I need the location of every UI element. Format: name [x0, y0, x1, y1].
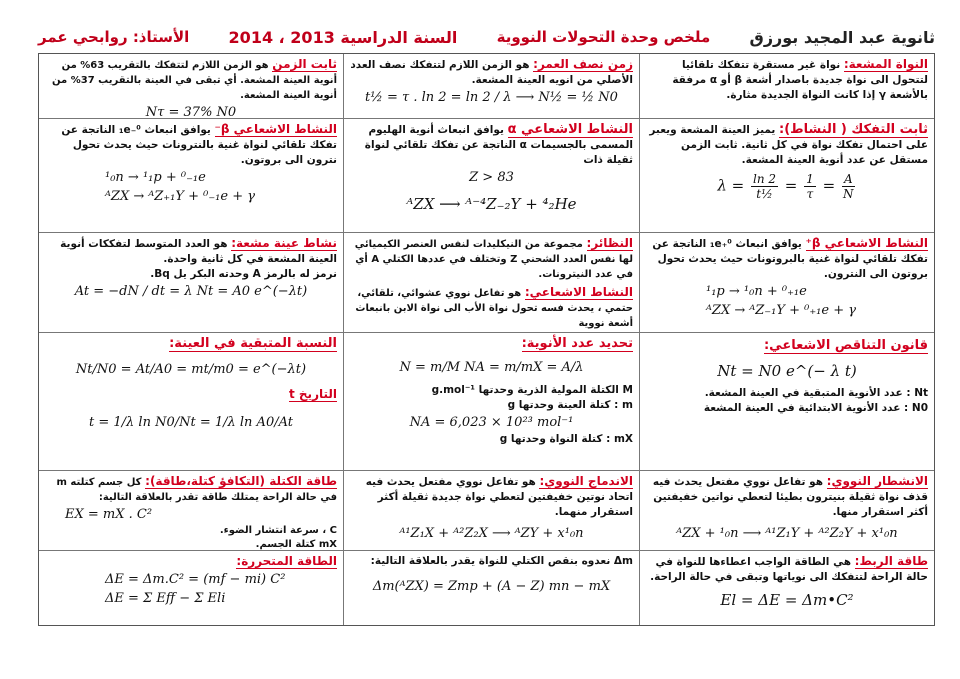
- cell-title: الاندماج النووي:: [539, 474, 633, 488]
- cell-text: mX : كتلة النواة وحدتها g: [499, 433, 633, 445]
- cell-title: قانون التناقص الاشعاعي:: [763, 338, 928, 353]
- cell-title: نشاط عينة مشعة:: [231, 236, 337, 250]
- dating-equation: t = 1/λ ln N0/Nt = 1/λ ln A0/At: [89, 415, 293, 430]
- cell-title: الطاقة المتحررة:: [236, 554, 337, 568]
- beta-plus-equation-2: ᴬZX → ᴬZ₋₁Y + ⁰₊₁e + γ: [706, 303, 857, 318]
- nuclei-equation: N = m/M NA = m/mX = A/λ: [399, 360, 584, 375]
- cell-text: هو تفاعل نووي مفتعل يحدث فيه قذف نواة ثقيلة بنيترون بطيئا لتعطي نواتين خفيفتين أكثر استقرار منها.: [652, 476, 928, 518]
- cell-title: زمن نصف العمر:: [533, 57, 633, 71]
- cell-text: هو العدد المتوسط لتفككات أنوية العينة المشعة في كل ثانية واحدة.: [60, 238, 337, 265]
- cell-text: mX كتلة الجسم.: [255, 539, 337, 550]
- cell-text: هو تفاعل نووي مفتعل يحدث فيه اتحاد نوتين خفيفتين لتعطي نواة جديدة ثقيلة أكثر استقرار منهما.: [365, 476, 633, 518]
- summary-table: [38, 53, 935, 626]
- cell-remaining-ratio: [39, 333, 343, 471]
- decay-law-equation: Nt = N0 e^(− λ t): [717, 362, 857, 380]
- school-name: ثانوية عبد المجيد بورزق: [749, 27, 935, 47]
- activity-equation: At = −dN / dt = λ Nt = A0 e^(−λt): [74, 284, 308, 299]
- cell-text: هو تفاعل نووي عشوائي، تلقائي، حتمي ، يحدث فسه تحول نواة الأب الى نواة الابن بانبعاث أشعة نووية: [355, 288, 633, 329]
- cell-released-energy: [39, 551, 343, 625]
- cell-half-life: [343, 54, 639, 119]
- cell-text: كل جسم كتلته m في حالة الراحة يمتلك طاقة تقدر بالعلاقة التالية:: [56, 477, 337, 503]
- cell-title: النشاط الاشعاعي α: [507, 122, 633, 137]
- cell-text: Nt : عدد الأنوية المتبقية في العينة المشعة.: [704, 387, 928, 399]
- cell-time-constant: [39, 54, 343, 119]
- cell-text: M الكتلة المولية الذرية وحدتها g.mol⁻¹: [431, 384, 633, 396]
- cell-title: التاريخ t: [288, 387, 337, 401]
- cell-isotopes: [343, 233, 639, 333]
- cell-text: هو الزمن اللازم لتتفكك نصف العدد الأصلي من انويه العينة المشعة.: [350, 59, 633, 86]
- cell-decay-constant: [639, 119, 934, 233]
- numerator: ln 2: [753, 172, 777, 186]
- document-header: [38, 18, 935, 56]
- numerator: 1: [806, 172, 814, 186]
- eq-lhs: λ =: [717, 176, 745, 195]
- half-life-equation: t½ = τ . ln 2 = ln 2 / λ ⟶ N½ = ½ N0: [365, 90, 618, 105]
- teacher-name: الأستاذ: روابحي عمر: [38, 28, 190, 46]
- beta-minus-equation-1: ¹₀n → ¹₁p + ⁰₋₁e: [105, 170, 206, 185]
- beta-minus-equation-2: ᴬZX → ᴬZ₊₁Y + ⁰₋₁e + γ: [105, 189, 256, 204]
- cell-text: يوافق انبعاث ⁰₋₁e الناتجة عن تفكك تلقائي لنواة غنية بالنترونات حيث يحدث تحول نترون الى بروتون.: [61, 124, 337, 166]
- cell-title: النواة المشعة:: [843, 57, 928, 71]
- fraction: [842, 172, 855, 201]
- decay-constant-equation: [646, 172, 928, 201]
- cell-title: طاقة الربط:: [854, 554, 928, 568]
- mass-energy-equation: EX = mX . C²: [65, 507, 153, 522]
- cell-text: يوافق انبعاث ⁰₊₁e الناتجة عن تفكك تلقائي لنواة غنية بالبروتونات حيث يحدث تحول بروتون الى النترون.: [652, 238, 928, 280]
- cell-alpha-activity: [343, 119, 639, 233]
- eq-sign: =: [822, 176, 836, 195]
- cell-beta-minus: [39, 119, 343, 233]
- cell-beta-plus: [639, 233, 934, 333]
- binding-energy-equation: El = ΔE = Δm•C²: [720, 591, 854, 609]
- cell-binding-energy: [639, 551, 934, 625]
- cell-title: النشاط الاشعاعي β⁺: [805, 236, 928, 250]
- cell-text: مجموعة من النيكليدات لنفس العنصر الكيميائي لها نفس العدد الشحني Z وتختلف في عددها الكتلي A أي في عدد النيترونات.: [354, 239, 633, 280]
- fraction: [804, 172, 816, 201]
- fission-equation: ᴬZX + ¹₀n ⟶ ᴬ¹Z₁Y + ᴬ²Z₂Y + x¹₀n: [676, 526, 898, 541]
- fraction: [751, 172, 778, 201]
- denominator: τ: [806, 187, 814, 201]
- cell-mass-energy: [39, 471, 343, 551]
- eq-sign: =: [784, 176, 798, 195]
- cell-nuclear-fusion: [343, 471, 639, 551]
- cell-title: الانشطار النووي:: [826, 474, 928, 488]
- cell-title: تحديد عدد الأنوية:: [521, 336, 633, 351]
- mass-defect-equation: Δm(ᴬZX) = Zmp + (A − Z) mn − mX: [372, 579, 611, 594]
- ratio-equation: Nt/N0 = At/A0 = mt/m0 = e^(−λt): [75, 362, 307, 377]
- cell-nuclear-fission: [639, 471, 934, 551]
- cell-decay-law: [639, 333, 934, 471]
- school-year: السنة الدراسية 2013 ، 2014: [228, 27, 458, 47]
- denominator: N: [843, 187, 854, 201]
- summary-title: ملخص وحدة التحولات النووية: [496, 28, 711, 46]
- alpha-equation: ᴬZX ⟶ ᴬ⁻⁴Z₋₂Y + ⁴₂He: [406, 195, 577, 213]
- denominator: t½: [756, 187, 773, 201]
- cell-text: C ، سرعة انتشار الضوء.: [219, 525, 337, 536]
- cell-title: طاقة الكتلة (التكافؤ كتلة،طاقة):: [145, 474, 337, 488]
- cell-title: ثابت التفكك ( النشاط):: [779, 122, 928, 137]
- cell-sample-activity: [39, 233, 343, 333]
- cell-text: نواة غير مستقرة تتفكك تلقائيا لتتحول الى نواة جديدة باصدار أشعة β أو α مرفقة بالأشعة γ إذا كانت النواة الجديدة مثارة.: [672, 59, 928, 101]
- released-energy-equation-1: ΔE = Δm.C² = (mf − mi) C²: [105, 572, 286, 587]
- cell-text: هي الطاقة الواجب اعطاءها للنواة في حالة الراحة لتتفكك الى نوياتها وتبقى في حالة الراحة.: [650, 556, 928, 583]
- cell-text: هو الزمن اللازم لتتفكك بالتقريب 63% من أنوية العينة المشعة. أي تبقى في العينة بالتقريب 37% من أنوية العينة المشعة.: [52, 60, 337, 101]
- cell-radioactive-nucleus: [639, 54, 934, 119]
- cell-mass-defect: [343, 551, 639, 625]
- numerator: A: [843, 172, 853, 186]
- cell-number-of-nuclei: [343, 333, 639, 471]
- cell-title: النشاط الاشعاعي:: [524, 285, 633, 299]
- fusion-equation: ᴬ¹Z₁X + ᴬ²Z₂X ⟶ ᴬZY + x¹₀n: [399, 526, 584, 541]
- alpha-condition: Z > 83: [469, 170, 514, 185]
- cell-text: m : كتلة العينة وحدتها g: [507, 399, 633, 411]
- released-energy-equation-2: ΔE = Σ Eff − Σ Eli: [105, 591, 226, 606]
- cell-title: النظائر:: [586, 236, 633, 250]
- cell-title: النشاط الاشعاعي β⁻: [214, 122, 337, 136]
- cell-title: النسبة المتبقية في العينة:: [169, 336, 337, 351]
- cell-text: N0 : عدد الأنوية الابتدائية في العينة المشعة: [703, 402, 928, 414]
- cell-text: يميز العينة المشعة ويعبر على احتمال تفكك نواة في كل ثانية. ثابت الزمن مستقل عن عدد أنوية العينة المشعة.: [649, 124, 928, 166]
- beta-plus-equation-1: ¹₁p → ¹₀n + ⁰₊₁e: [706, 284, 807, 299]
- time-constant-equation: Nτ = 37% N0: [145, 105, 237, 119]
- cell-title: ثابت الزمن: [272, 57, 337, 71]
- avogadro-equation: NA = 6,023 × 10²³ mol⁻¹: [409, 415, 574, 430]
- cell-text: يوافق انبعاث أنوية الهليوم المسمى بالجسيمات α الناتجة عن تفكك تلقائي لنواة ثقيلة ذات: [364, 124, 633, 166]
- cell-text: Δm نعدوه بنقص الكتلي للنواة يقدر بالعلاقة التالية:: [370, 555, 633, 567]
- cell-text: نرمز له بالرمز A وحدته البكر يل Bq.: [150, 268, 337, 280]
